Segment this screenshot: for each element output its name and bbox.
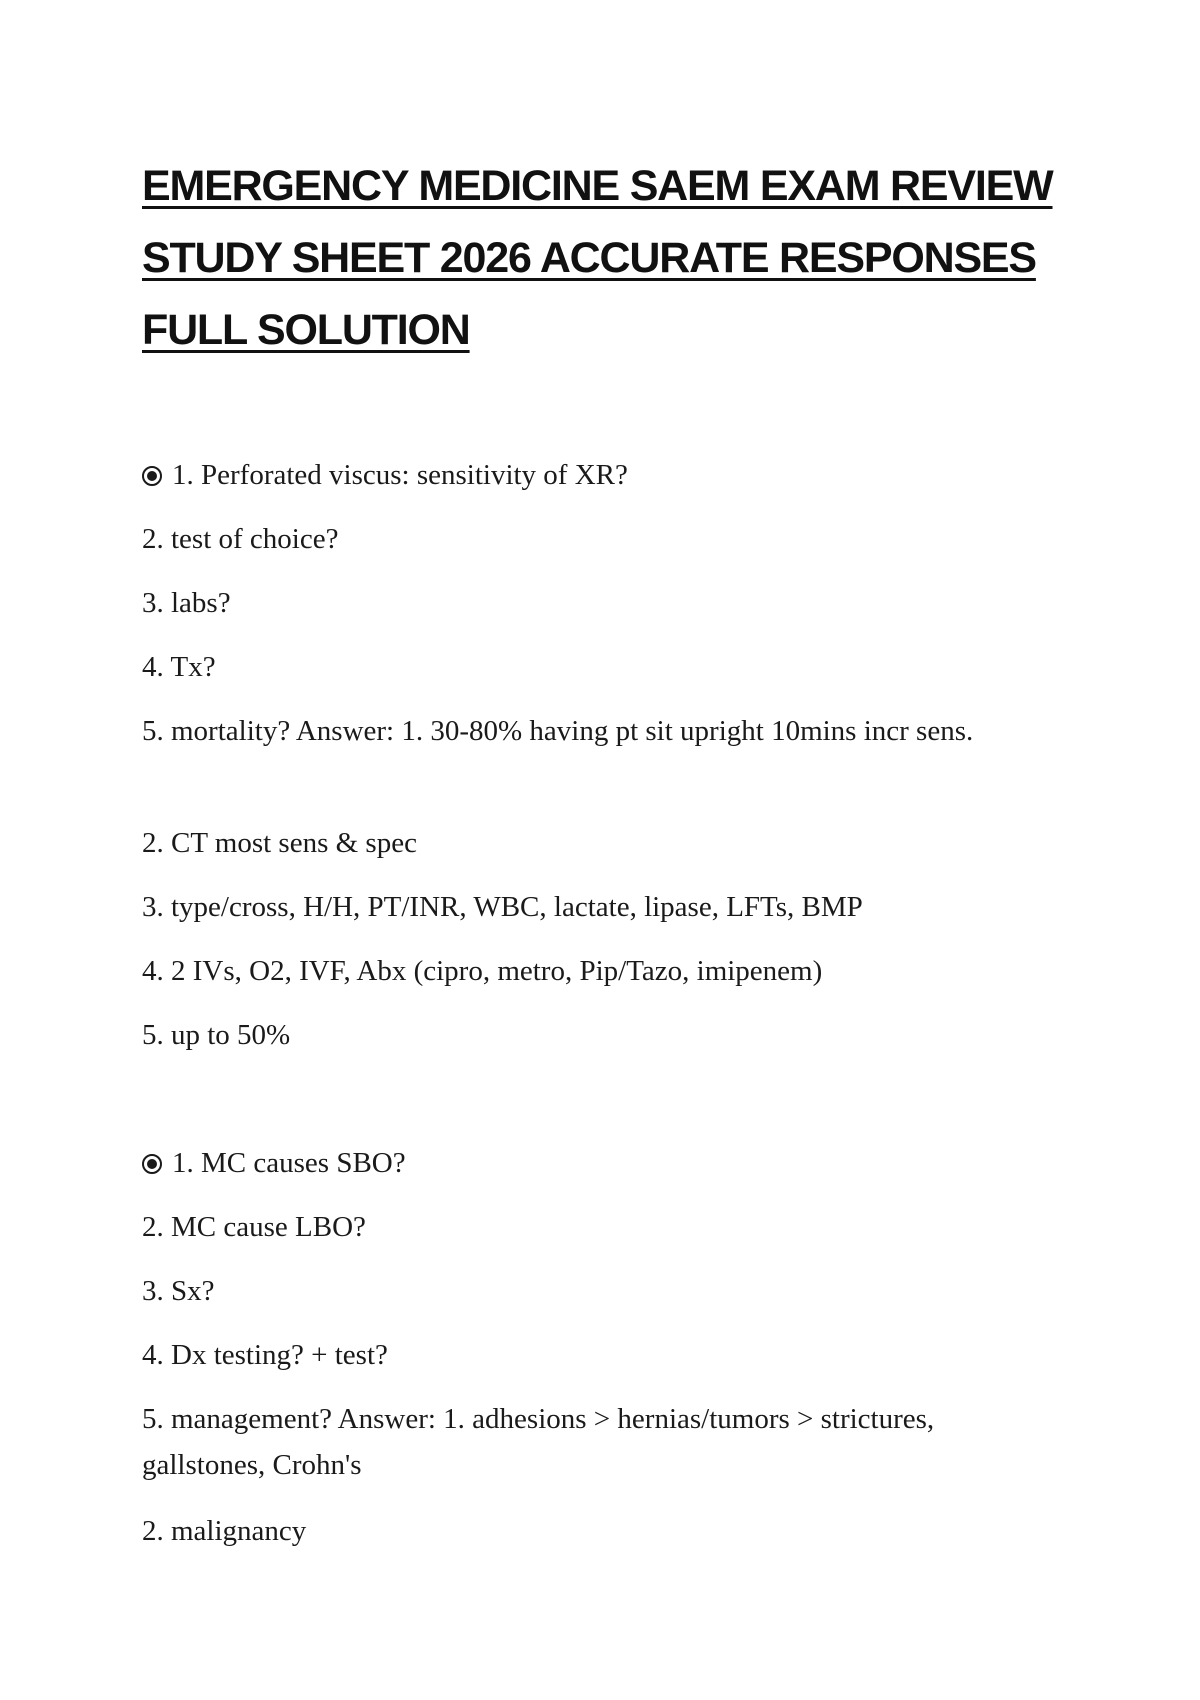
answer-1-line-2: 2. CT most sens & spec [142, 827, 417, 859]
question-1-line-4: 4. Tx? [142, 651, 216, 683]
answer-1-line-5: 5. up to 50% [142, 1019, 291, 1051]
question-1-line-2: 2. test of choice? [142, 523, 339, 555]
answer-2-line-2: 2. malignancy [142, 1515, 307, 1547]
question-2-line-4: 4. Dx testing? + test? [142, 1339, 388, 1371]
radio-bullet-icon [142, 1154, 162, 1174]
title-line-1: EMERGENCY MEDICINE SAEM EXAM REVIEW [142, 162, 1053, 210]
radio-bullet-icon [142, 466, 162, 486]
question-2-line-3: 3. Sx? [142, 1275, 215, 1307]
question-2-line-1: 1. MC causes SBO? [142, 1140, 1052, 1186]
title-line-2: STUDY SHEET 2026 ACCURATE RESPONSES [142, 234, 1036, 282]
title-line-3: FULL SOLUTION [142, 306, 470, 354]
question-2-line-5: 5. management? Answer: 1. adhesions > hernias/tumors > strictures, gallstones, Crohn's [142, 1403, 935, 1481]
question-1-line-5: 5. mortality? Answer: 1. 30-80% having pt sit upright 10mins incr sens. [142, 715, 974, 747]
answer-1-line-3: 3. type/cross, H/H, PT/INR, WBC, lactate, lipase, LFTs, BMP [142, 891, 863, 923]
question-1-line-1: 1. Perforated viscus: sensitivity of XR? [142, 452, 1052, 498]
question-1-line-3: 3. labs? [142, 587, 231, 619]
question-2-line-2: 2. MC cause LBO? [142, 1211, 366, 1243]
answer-1-line-4: 4. 2 IVs, O2, IVF, Abx (cipro, metro, Pip/Tazo, imipenem) [142, 955, 823, 987]
document-title [142, 150, 1082, 366]
